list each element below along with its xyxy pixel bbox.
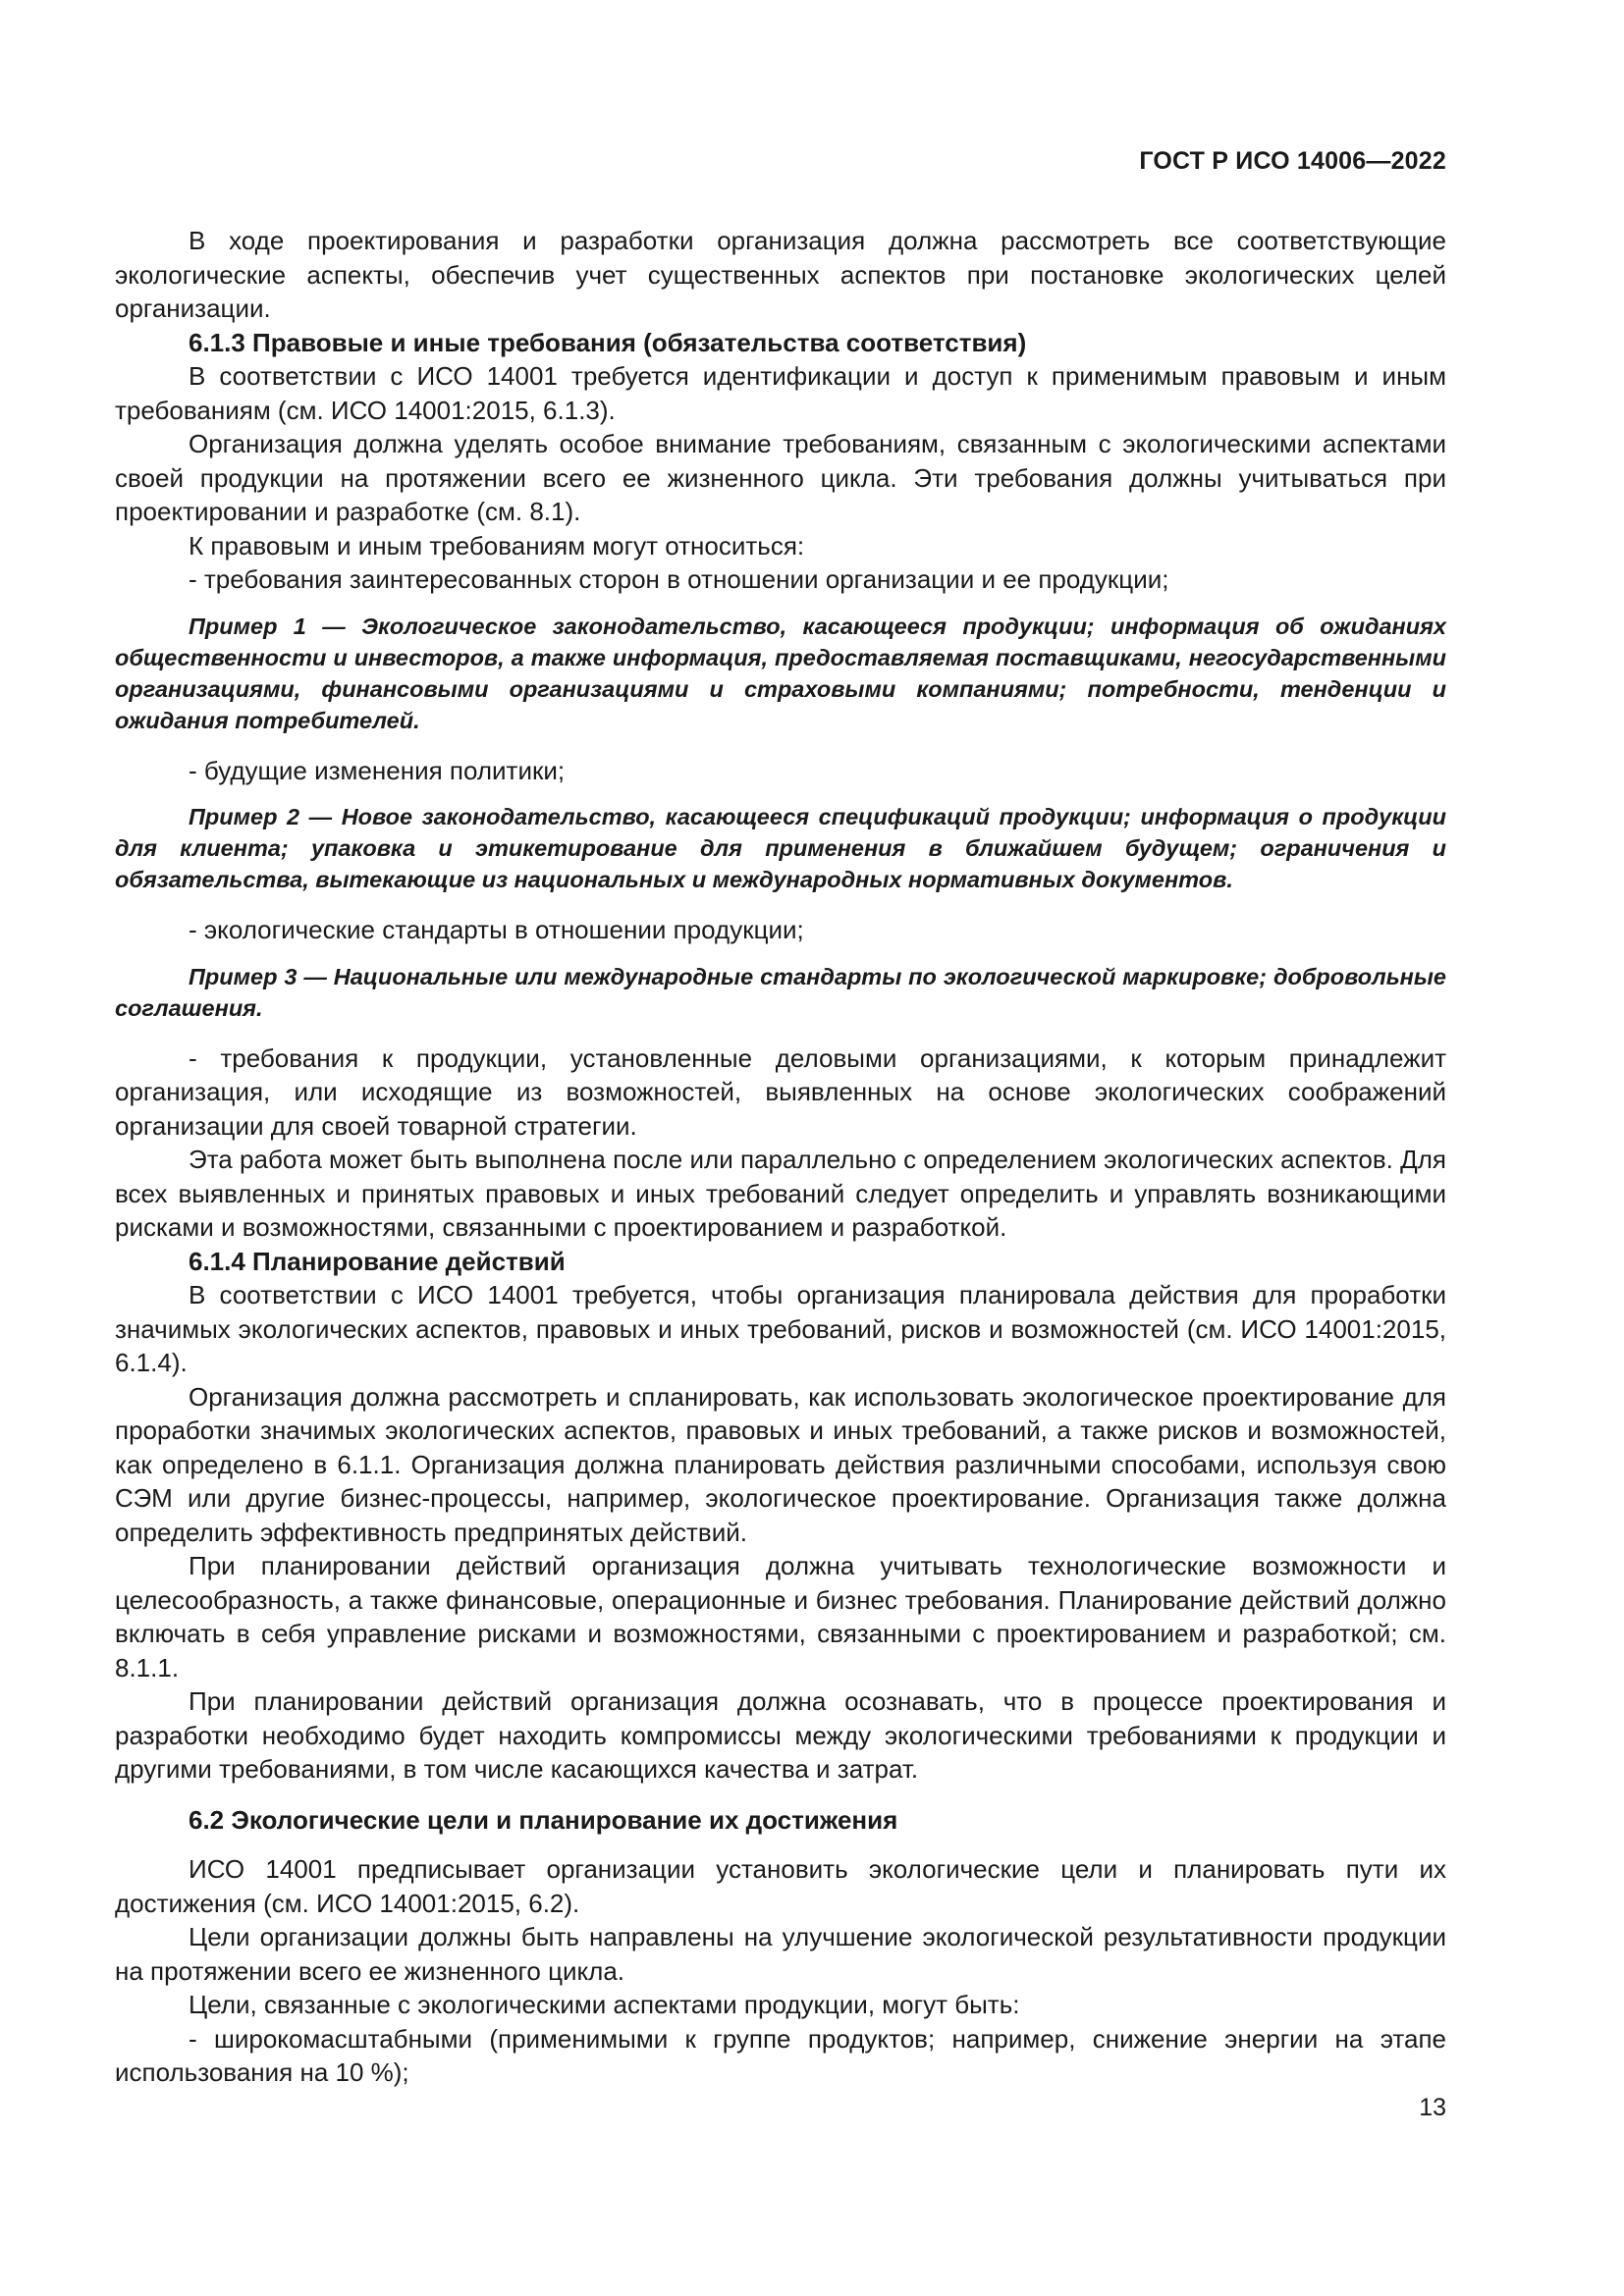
paragraph: При планировании действий организация должна учитывать технологические возможности и целесообразность, а также финансовые, операционные и бизнес требования. Планирование действий должно включать в себя управление рисками и возможностями, связанными с проектированием и разработкой; см. 8.1.1. (115, 1551, 1446, 1682)
paragraph: При планировании действий организация должна осознавать, что в процессе проектирования и разработки необходимо будет находить компромиссы между экологическими требованиями к продукции и другими требованиями, в том числе касающихся качества и затрат. (115, 1686, 1446, 1784)
paragraph: Организация должна уделять особое внимание требованиям, связанным с экологическими аспектами своей продукции на протяжении всего ее жизненного цикла. Эти требования должны учитываться при проектировании и разработке (см. 8.1). (115, 429, 1446, 526)
paragraph: Цели организации должны быть направлены на улучшение экологической результативности продукции на протяжении всего ее жизненного цикла. (115, 1922, 1446, 1986)
page-number: 13 (1419, 2094, 1446, 2121)
document-body (115, 224, 1446, 2090)
section-heading-6-2: 6.2 Экологические цели и планирование их достижения (189, 1804, 898, 1835)
list-item: - требования к продукции, установленные деловыми организациями, к которым принадлежит организация, или исходящие из возможностей, выявленных на основе экологических соображений организации для своей товарной стратегии. (115, 1042, 1446, 1141)
paragraph: Эта работа может быть выполнена после или параллельно с определением экологических аспектов. Для всех выявленных и принятых правовых и иных требований следует определить и управлять возникающими рисками и возможностями, связанными с проектированием и разработкой. (115, 1145, 1446, 1242)
paragraph: К правовым и иным требованиям могут относиться: (189, 530, 805, 561)
paragraph: В соответствии с ИСО 14001 требуется идентификации и доступ к применимым правовым и иным требованиям (см. ИСО 14001:2015, 6.1.3). (115, 361, 1446, 425)
document-header-code: ГОСТ Р ИСО 14006—2022 (1139, 147, 1446, 175)
example-note-2: Пример 2 — Новое законодательство, касающееся спецификаций продукции; информация о продукции для клиента; упаковка и этикетирование для применения в ближайшем будущем; ограничения и обязательства, вытекающие из национальных и международных нормативных документов. (115, 804, 1446, 892)
paragraph: Организация должна рассмотреть и спланировать, как использовать экологическое проектирование для проработки значимых экологических аспектов, правовых и иных требований, а также рисков и возможностей, как определено в 6.1.1. Организация должна планировать действия различными способами, используя свою СЭМ или другие бизнес-процессы, например, экологическое проектирование. Организация также должна определить эффективность предпринятых действий. (115, 1381, 1446, 1547)
list-item: - требования заинтересованных сторон в отношении организации и ее продукции; (189, 564, 1169, 594)
paragraph: В соответствии с ИСО 14001 требуется, чтобы организация планировала действия для проработки значимых экологических аспектов, правовых и иных требований, рисков и возможностей (см. ИСО 14001:2015, 6.1.4). (115, 1280, 1446, 1377)
section-heading-6-1-4: 6.1.4 Планирование действий (189, 1246, 566, 1276)
paragraph: Цели, связанные с экологическими аспектами продукции, могут быть: (189, 1990, 1020, 2019)
example-note-1: Пример 1 — Экологическое законодательство, касающееся продукции; информация об ожиданиях общественности и инвесторов, а также информация, предоставляемая поставщиками, негосударственными организациями, финансовыми организациями и страховыми компаниями; потребности, тенденции и ожидания потребителей. (115, 613, 1446, 733)
list-item: - широкомасштабными (применимыми к группе продуктов; например, снижение энергии на этапе использования на 10 %); (115, 2023, 1446, 2087)
section-heading-6-1-3: 6.1.3 Правовые и иные требования (обязательства соответствия) (189, 327, 1027, 357)
list-item: - экологические стандарты в отношении продукции; (189, 915, 804, 944)
paragraph: ИСО 14001 предписывает организации установить экологические цели и планировать пути их достижения (см. ИСО 14001:2015, 6.2). (115, 1854, 1446, 1918)
list-item: - будущие изменения политики; (189, 755, 566, 785)
paragraph: В ходе проектирования и разработки организация должна рассмотреть все соответствующие экологические аспекты, обеспечив учет существенных аспектов при постановке экологических целей организации. (115, 226, 1446, 323)
example-note-3: Пример 3 — Национальные или международные стандарты по экологической маркировке; добровольные соглашения. (115, 963, 1446, 1021)
